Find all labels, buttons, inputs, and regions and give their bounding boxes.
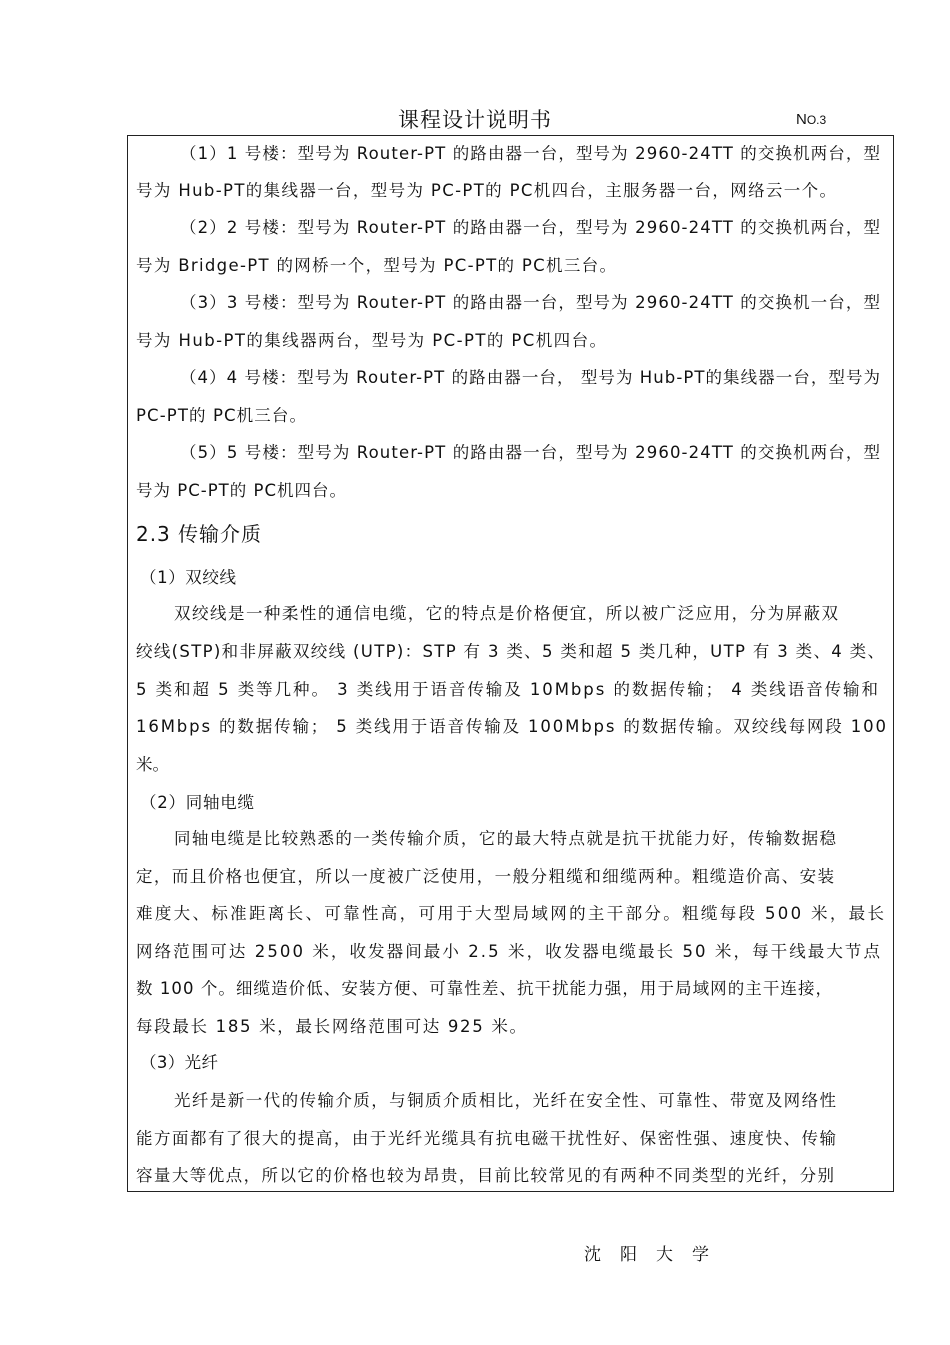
text-line: 5 类和超 5 类等几种。 3 类线用于语音传输及 10Mbps 的数据传输； 4 类线语音传输和: [136, 680, 880, 699]
text-line: 16Mbps 的数据传输； 5 类线用于语音传输及 100Mbps 的数据传输。双绞线每网段 100: [136, 717, 888, 736]
section-heading: 2.3 传输介质: [136, 522, 262, 546]
text-line: （1）1 号楼：型号为 Router-PT 的路由器一台，型号为 2960-24TT 的交换机两台，型: [180, 144, 882, 163]
text-line: 双绞线是一种柔性的通信电缆，它的特点是价格便宜，所以被广泛应用，分为屏蔽双: [174, 604, 840, 623]
page-number-suffix: O.3: [806, 113, 827, 127]
text-line: 号为 Hub-PT的集线器两台，型号为 PC-PT的 PC机四台。: [136, 331, 608, 350]
subsection-heading: （2）同轴电缆: [140, 793, 255, 812]
text-line: 同轴电缆是比较熟悉的一类传输介质，它的最大特点就是抗干扰能力好，传输数据稳: [174, 829, 838, 848]
text-line: （2）2 号楼：型号为 Router-PT 的路由器一台，型号为 2960-24TT 的交换机两台，型: [180, 218, 882, 237]
document-title: 课程设计说明书: [398, 108, 552, 132]
text-line: PC-PT的 PC机三台。: [136, 406, 308, 425]
text-line: 网络范围可达 2500 米，收发器间最小 2.5 米，收发器电缆最长 50 米，每干线最大节点: [136, 942, 883, 961]
page-number-prefix: N: [796, 111, 807, 128]
text-line: （4）4 号楼：型号为 Router-PT 的路由器一台， 型号为 Hub-PT的集线器一台，型号为: [180, 368, 882, 387]
text-line: 米。: [136, 755, 169, 774]
university-footer: 沈阳大学: [584, 1245, 728, 1265]
text-line: 难度大、标准距离长、可靠性高，可用于大型局域网的主干部分。粗缆每段 500 米，最长: [136, 904, 887, 923]
text-line: 每段最长 185 米，最长网络范围可达 925 米。: [136, 1017, 528, 1036]
text-line: 能方面都有了很大的提高，由于光纤光缆具有抗电磁干扰性好、保密性强、速度快、传输: [136, 1129, 838, 1148]
text-line: 号为 Bridge-PT 的网桥一个，型号为 PC-PT的 PC机三台。: [136, 256, 618, 275]
subsection-heading: （3）光纤: [140, 1053, 219, 1072]
page-number: [796, 111, 826, 128]
text-line: （3）3 号楼：型号为 Router-PT 的路由器一台，型号为 2960-24TT 的交换机一台，型: [180, 293, 882, 312]
text-line: 定，而且价格也便宜，所以一度被广泛使用，一般分粗缆和细缆两种。粗缆造价高、安装: [136, 867, 836, 886]
text-line: 绞线(STP)和非屏蔽双绞线 (UTP)：STP 有 3 类、5 类和超 5 类几种，UTP 有 3 类、4 类、: [136, 642, 886, 661]
text-line: （5）5 号楼：型号为 Router-PT 的路由器一台，型号为 2960-24TT 的交换机两台，型: [180, 443, 882, 462]
text-line: 号为 Hub-PT的集线器一台，型号为 PC-PT的 PC机四台，主服务器一台，网络云一个。: [136, 181, 838, 200]
subsection-heading: （1）双绞线: [140, 568, 237, 587]
text-line: 光纤是新一代的传输介质，与铜质介质相比，光纤在安全性、可靠性、带宽及网络性: [174, 1091, 838, 1110]
text-line: 号为 PC-PT的 PC机四台。: [136, 481, 348, 500]
text-line: 容量大等优点，所以它的价格也较为昂贵，目前比较常见的有两种不同类型的光纤，分别: [136, 1166, 836, 1185]
text-line: 数 100 个。细缆造价低、安装方便、可靠性差、抗干扰能力强，用于局域网的主干连接，: [136, 979, 834, 998]
